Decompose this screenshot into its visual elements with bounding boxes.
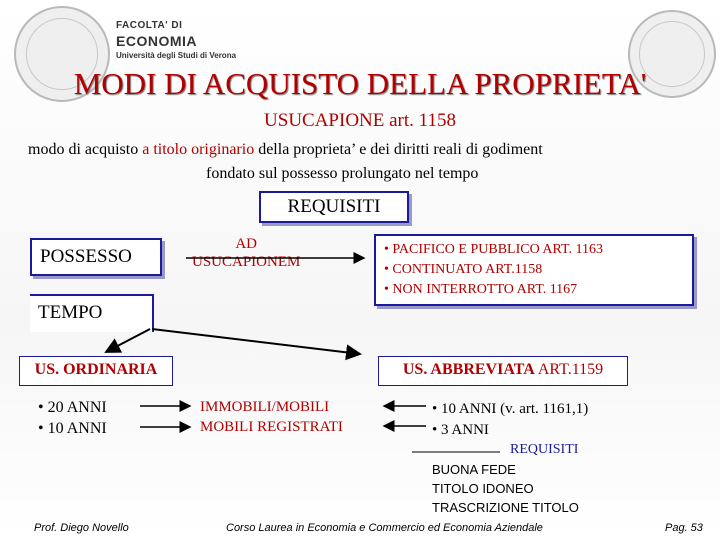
footer-course: Corso Laurea in Economia e Commercio ed Economia Aziendale xyxy=(226,522,543,534)
ad-usucapionem-line1: AD xyxy=(235,236,258,252)
faculty-line2: ECONOMIA xyxy=(116,33,197,49)
feature-item: • CONTINUATO ART.1158 xyxy=(384,262,543,277)
definition-part1: modo di acquisto xyxy=(28,141,143,158)
definition-part2: a titolo originario xyxy=(142,141,255,158)
footer-page: Pag. 53 xyxy=(665,522,703,534)
tempo-box: TEMPO xyxy=(30,294,154,332)
abbreviata-article: ART.1159 xyxy=(534,361,604,378)
requisito-item: TITOLO IDONEO xyxy=(432,481,534,496)
requisito-item: TRASCRIZIONE TITOLO xyxy=(432,500,579,515)
feature-item: • NON INTERROTTO ART. 1167 xyxy=(384,282,578,297)
year-item: • 10 ANNI (v. art. 1161,1) xyxy=(432,401,589,417)
footer-author: Prof. Diego Novello xyxy=(34,522,129,534)
year-item: • 20 ANNI xyxy=(38,399,107,416)
page-subtitle: USUCAPIONE art. 1158 xyxy=(264,110,456,131)
year-item: • 3 ANNI xyxy=(432,422,489,438)
feature-item: • PACIFICO E PUBBLICO ART. 1163 xyxy=(384,242,604,257)
definition-line2: fondato sul possesso prolungato nel tempo xyxy=(206,165,479,182)
abbreviata-label: US. ABBREVIATA xyxy=(402,361,535,378)
beni-item: IMMOBILI/MOBILI xyxy=(200,399,330,415)
requisito-item: BUONA FEDE xyxy=(432,462,516,477)
faculty-line3: Università degli Studi di Verona xyxy=(116,51,237,60)
ad-usucapionem-line2: USUCAPIONEM xyxy=(192,254,301,270)
arrow-tempo-ordinaria xyxy=(106,329,150,352)
ordinaria-box: US. ORDINARIA xyxy=(19,356,173,386)
possesso-box: POSSESSO xyxy=(30,238,162,276)
page-title: MODI DI ACQUISTO DELLA PROPRIETA' xyxy=(73,66,647,101)
requisiti-small-label: REQUISITI xyxy=(510,442,579,457)
faculty-line1: FACOLTA' DI xyxy=(116,20,183,31)
year-item: • 10 ANNI xyxy=(38,420,107,437)
requisiti-box: REQUISITI xyxy=(259,191,409,223)
beni-item: MOBILI REGISTRATI xyxy=(200,419,343,435)
definition-part3: della proprieta’ e dei diritti reali di godiment xyxy=(254,141,543,158)
arrow-tempo-abbreviata xyxy=(152,329,360,354)
